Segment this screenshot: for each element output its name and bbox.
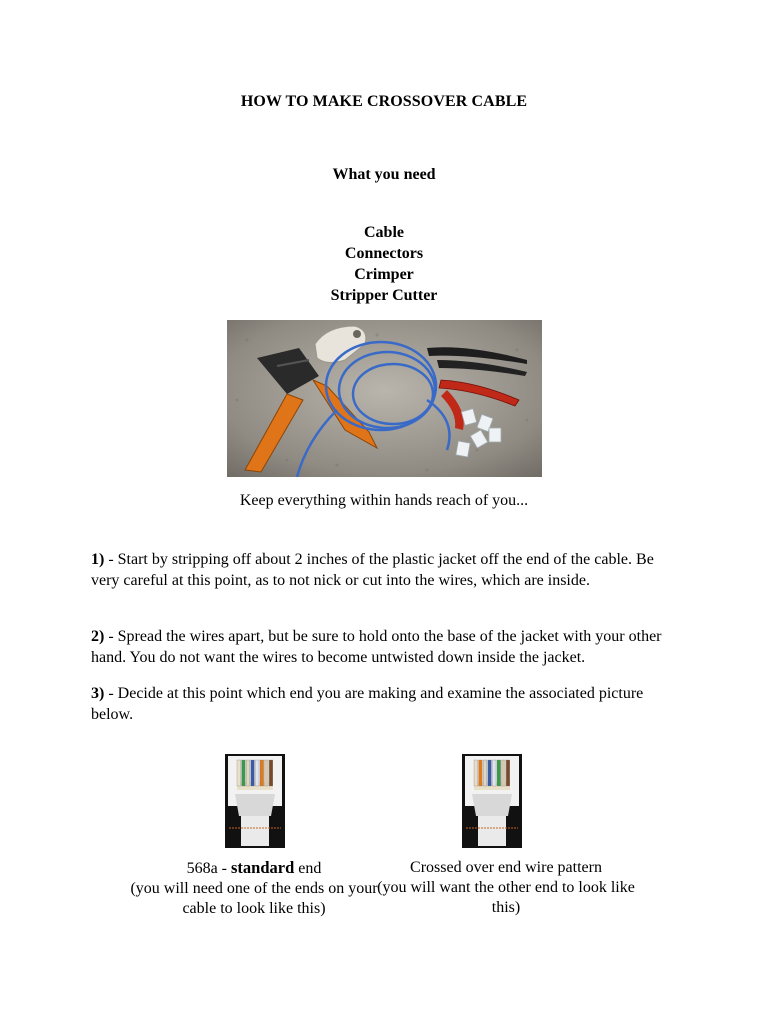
wire-strand (474, 760, 478, 786)
label-prefix: 568a - (186, 860, 232, 877)
step-number: 3) (91, 685, 105, 702)
wire-strand (492, 760, 496, 786)
step-3 (91, 683, 681, 725)
jack-boot (478, 816, 506, 846)
diagram-note: (you will want the other end to look like this) (377, 879, 635, 916)
step-text: - Spread the wires apart, but be sure to hold onto the base of the jacket with your other hand. You do not want the wires to become untwisted down inside the jacket. (91, 628, 662, 666)
wire-strand (497, 760, 501, 786)
caption-568a (124, 858, 384, 919)
needs-item: Crimper (354, 266, 414, 283)
section-heading: What you need (332, 166, 436, 183)
wire-strand (246, 760, 250, 786)
jack-boot (241, 816, 269, 846)
tools-photo (227, 320, 542, 477)
wire-strand (237, 760, 241, 786)
diagram-label: Crossed over end wire pattern (410, 859, 602, 876)
wire-strand (479, 760, 483, 786)
wire-strand (265, 760, 269, 786)
needs-item: Stripper Cutter (330, 287, 438, 304)
caption-crossover (376, 858, 636, 918)
needs-item: Connectors (344, 245, 424, 262)
wire-strand (269, 760, 273, 786)
wire-strand (255, 760, 259, 786)
wire-strand (502, 760, 506, 786)
document-title: HOW TO MAKE CROSSOVER CABLE (240, 93, 528, 110)
wire-strand (506, 760, 510, 786)
diagram-note: (you will need one of the ends on your cable to look like this) (130, 880, 378, 917)
step-1 (91, 549, 681, 591)
wire-strand (251, 760, 255, 786)
jack-boot-top (235, 794, 275, 816)
step-number: 1) (91, 551, 105, 568)
diagram-crossover (462, 754, 522, 848)
step-text: - Decide at this point which end you are making and examine the associated picture below. (91, 685, 644, 723)
label-bold: standard (231, 858, 295, 877)
needs-list (0, 222, 768, 306)
needs-item: Cable (364, 224, 404, 241)
wire-strand (488, 760, 492, 786)
wire-strand (242, 760, 246, 786)
step-number: 2) (91, 628, 105, 645)
wire-strand (260, 760, 264, 786)
step-text: - Start by stripping off about 2 inches of the plastic jacket off the end of the cable. Be very careful at this point, as to not nick or cut into the wires, which are inside. (91, 551, 654, 589)
wire-strand (483, 760, 487, 786)
photo-caption: Keep everything within hands reach of you... (239, 492, 529, 509)
label-suffix: end (294, 860, 322, 877)
diagram-label (124, 858, 384, 879)
diagram-568a (225, 754, 285, 848)
jack-boot-top (472, 794, 512, 816)
step-2 (91, 626, 681, 668)
